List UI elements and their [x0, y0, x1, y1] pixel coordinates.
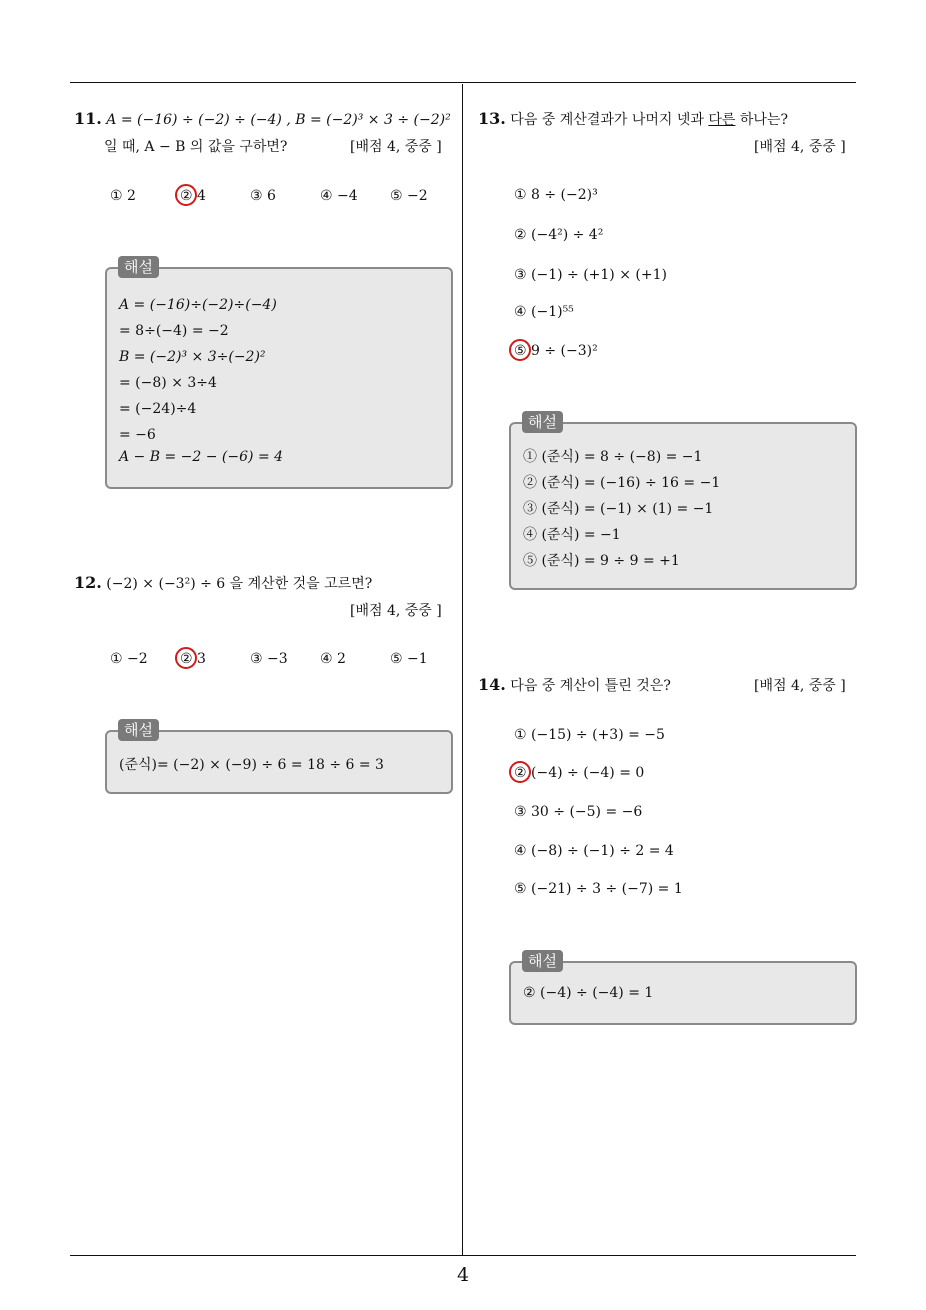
- option-4[interactable]: ④ 2: [320, 651, 346, 667]
- option-1[interactable]: ① −2: [110, 651, 148, 667]
- top-rule: [70, 82, 856, 83]
- answer-mark-circle: [175, 647, 197, 669]
- question-number: 12.: [74, 573, 102, 592]
- answer-mark-circle: [509, 761, 531, 783]
- question-text-line2: 일 때, A − B 의 값을 구하면?: [104, 139, 288, 155]
- option-3[interactable]: ③ 6: [250, 188, 276, 204]
- option-2[interactable]: ② 4: [180, 188, 206, 204]
- option-2[interactable]: ② (−4²) ÷ 4²: [514, 227, 604, 243]
- solution-line: = (−24)÷4: [119, 401, 197, 417]
- option-3[interactable]: ③ −3: [250, 651, 288, 667]
- underlined-word: 다른: [708, 112, 736, 128]
- solution-line: ② (준식) = (−16) ÷ 16 = −1: [523, 475, 721, 491]
- solution-line: A − B = −2 − (−6) = 4: [119, 449, 284, 465]
- option-2[interactable]: ② (−4) ÷ (−4) = 0: [514, 765, 645, 781]
- option-3[interactable]: ③ (−1) ÷ (+1) × (+1): [514, 267, 667, 283]
- option-4[interactable]: ④ −4: [320, 188, 358, 204]
- option-1[interactable]: ① 2: [110, 188, 136, 204]
- option-1[interactable]: ① 8 ÷ (−2)³: [514, 187, 598, 203]
- solution-tag: 해설: [118, 719, 159, 741]
- solution-tag: 해설: [118, 256, 159, 278]
- solution-line: ② (−4) ÷ (−4) = 1: [523, 985, 654, 1001]
- points-label: [배점 4, 중중 ]: [754, 678, 846, 694]
- option-5[interactable]: ⑤ −1: [390, 651, 428, 667]
- solution-line: ① (준식) = 8 ÷ (−8) = −1: [523, 449, 703, 465]
- solution-line: B = (−2)³ × 3÷(−2)²: [119, 349, 266, 365]
- question-text: 다음 중 계산결과가 나머지 넷과 다른 하나는?: [510, 112, 788, 128]
- solution-line: ③ (준식) = (−1) × (1) = −1: [523, 501, 714, 517]
- option-2[interactable]: ② 3: [180, 651, 206, 667]
- solution-line: = (−8) × 3÷4: [119, 375, 217, 391]
- question-text: A = (−16) ÷ (−2) ÷ (−4) , B = (−2)³ × 3 ÷ (−2)²: [106, 112, 451, 128]
- option-1[interactable]: ① (−15) ÷ (+3) = −5: [514, 727, 665, 743]
- option-3[interactable]: ③ 30 ÷ (−5) = −6: [514, 804, 643, 820]
- solution-line: ④ (준식) = −1: [523, 527, 621, 543]
- option-5[interactable]: ⑤ −2: [390, 188, 428, 204]
- question-number: 13.: [478, 109, 506, 128]
- answer-mark-circle: [509, 339, 531, 361]
- option-5[interactable]: ⑤ 9 ÷ (−3)²: [514, 343, 598, 359]
- points-label: [배점 4, 중중 ]: [350, 139, 442, 155]
- solution-tag: 해설: [522, 950, 563, 972]
- option-4[interactable]: ④ (−1)⁵⁵: [514, 304, 574, 320]
- points-label: [배점 4, 중중 ]: [350, 603, 442, 619]
- option-5[interactable]: ⑤ (−21) ÷ 3 ÷ (−7) = 1: [514, 881, 683, 897]
- solution-line: = 8÷(−4) = −2: [119, 323, 229, 339]
- solution-line: A = (−16)÷(−2)÷(−4): [119, 297, 277, 313]
- question-text: (−2) × (−3²) ÷ 6 을 계산한 것을 고르면?: [106, 576, 373, 592]
- question-number: 14.: [478, 675, 506, 694]
- question-number: 11.: [74, 109, 102, 128]
- bottom-rule: [70, 1255, 856, 1256]
- points-label: [배점 4, 중중 ]: [754, 139, 846, 155]
- solution-line: = −6: [119, 427, 156, 443]
- solution-line: (준식)= (−2) × (−9) ÷ 6 = 18 ÷ 6 = 3: [119, 757, 384, 773]
- question-text: 다음 중 계산이 틀린 것은?: [510, 678, 671, 694]
- answer-mark-circle: [175, 184, 197, 206]
- solution-box: [509, 422, 857, 590]
- solution-line: ⑤ (준식) = 9 ÷ 9 = +1: [523, 553, 680, 569]
- column-divider: [462, 84, 463, 1255]
- solution-box: [105, 267, 453, 489]
- page-number: 4: [456, 1264, 470, 1286]
- option-4[interactable]: ④ (−8) ÷ (−1) ÷ 2 = 4: [514, 843, 674, 859]
- solution-tag: 해설: [522, 411, 563, 433]
